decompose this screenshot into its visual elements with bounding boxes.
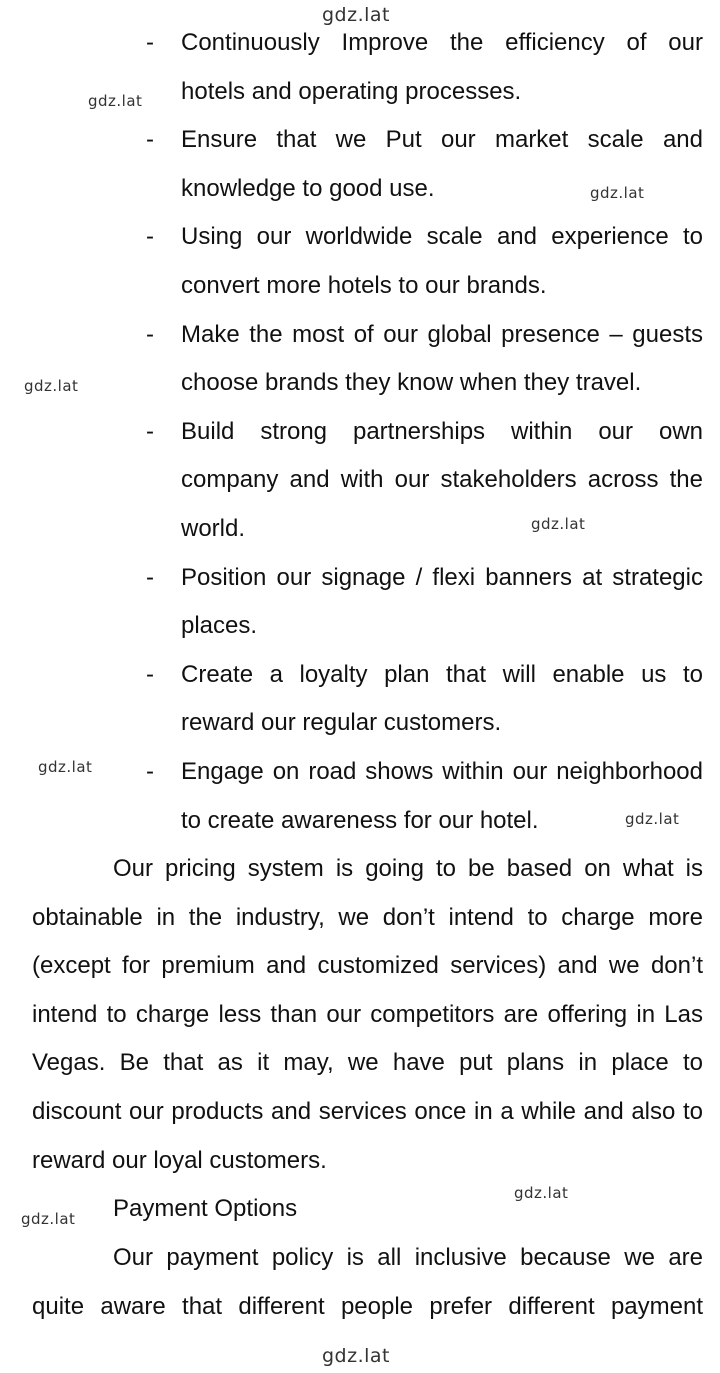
bullet-item-line: places.	[181, 612, 258, 639]
bullet-item-line: Position our signage / flexi banners at strategic	[181, 564, 703, 591]
bullet-item-line: Build strong partnerships within our own	[181, 418, 703, 445]
watermark: gdz.lat	[24, 377, 79, 395]
bullet-dash: -	[146, 660, 154, 688]
watermark: gdz.lat	[625, 810, 680, 828]
bullet-item-line: Create a loyalty plan that will enable us to	[181, 661, 703, 688]
paragraph-line: discount our products and services once in a while and also to	[32, 1098, 703, 1125]
paragraph-line: reward our loyal customers.	[32, 1147, 327, 1174]
bullet-item-line: Using our worldwide scale and experience to	[181, 223, 703, 250]
bullet-item-line: to create awareness for our hotel.	[181, 807, 539, 834]
watermark: gdz.lat	[531, 515, 586, 533]
paragraph-line: quite aware that different people prefer different payment	[32, 1293, 703, 1320]
bullet-dash: -	[146, 29, 154, 56]
bullet-item-line: company and with our stakeholders across the	[181, 466, 703, 493]
watermark-top: gdz.lat	[322, 4, 391, 26]
bullet-dash: -	[146, 417, 154, 445]
bullet-item-line: reward our regular customers.	[181, 709, 502, 736]
bullet-item-line: Engage on road shows within our neighborhood	[181, 758, 703, 785]
bullet-item-line: Make the most of our global presence – guests	[181, 321, 703, 348]
section-heading: Payment Options	[113, 1195, 298, 1222]
bullet-item-line: world.	[181, 515, 246, 542]
paragraph-line: Our payment policy is all inclusive because we are	[113, 1244, 703, 1271]
paragraph-line: Vegas. Be that as it may, we have put plans in place to	[32, 1049, 703, 1076]
paragraph-line: (except for premium and customized services) and we don’t	[32, 952, 703, 979]
paragraph-line: Our pricing system is going to be based on what is	[113, 855, 703, 882]
bullet-dash: -	[146, 758, 154, 785]
bullet-item-line: choose brands they know when they travel.	[181, 369, 642, 396]
bullet-dash: -	[146, 126, 154, 154]
bullet-dash: -	[146, 320, 154, 348]
watermark: gdz.lat	[514, 1184, 569, 1202]
bullet-item-line: Continuously Improve the efficiency of our	[181, 29, 703, 56]
watermark: gdz.lat	[590, 184, 645, 202]
bullet-dash: -	[146, 563, 154, 591]
paragraph-line: intend to charge less than our competitors are offering in Las	[32, 1001, 703, 1028]
watermark: gdz.lat	[88, 92, 143, 110]
watermark: gdz.lat	[38, 758, 93, 776]
bullet-item-line: knowledge to good use.	[181, 175, 435, 202]
bullet-item-line: hotels and operating processes.	[181, 78, 522, 105]
bullet-dash: -	[146, 223, 154, 251]
paragraph-line: obtainable in the industry, we don’t intend to charge more	[32, 904, 703, 931]
bullet-item-line: convert more hotels to our brands.	[181, 272, 547, 299]
bullet-item-line: Ensure that we Put our market scale and	[181, 126, 703, 153]
watermark-bottom: gdz.lat	[322, 1345, 391, 1367]
watermark: gdz.lat	[21, 1210, 76, 1228]
